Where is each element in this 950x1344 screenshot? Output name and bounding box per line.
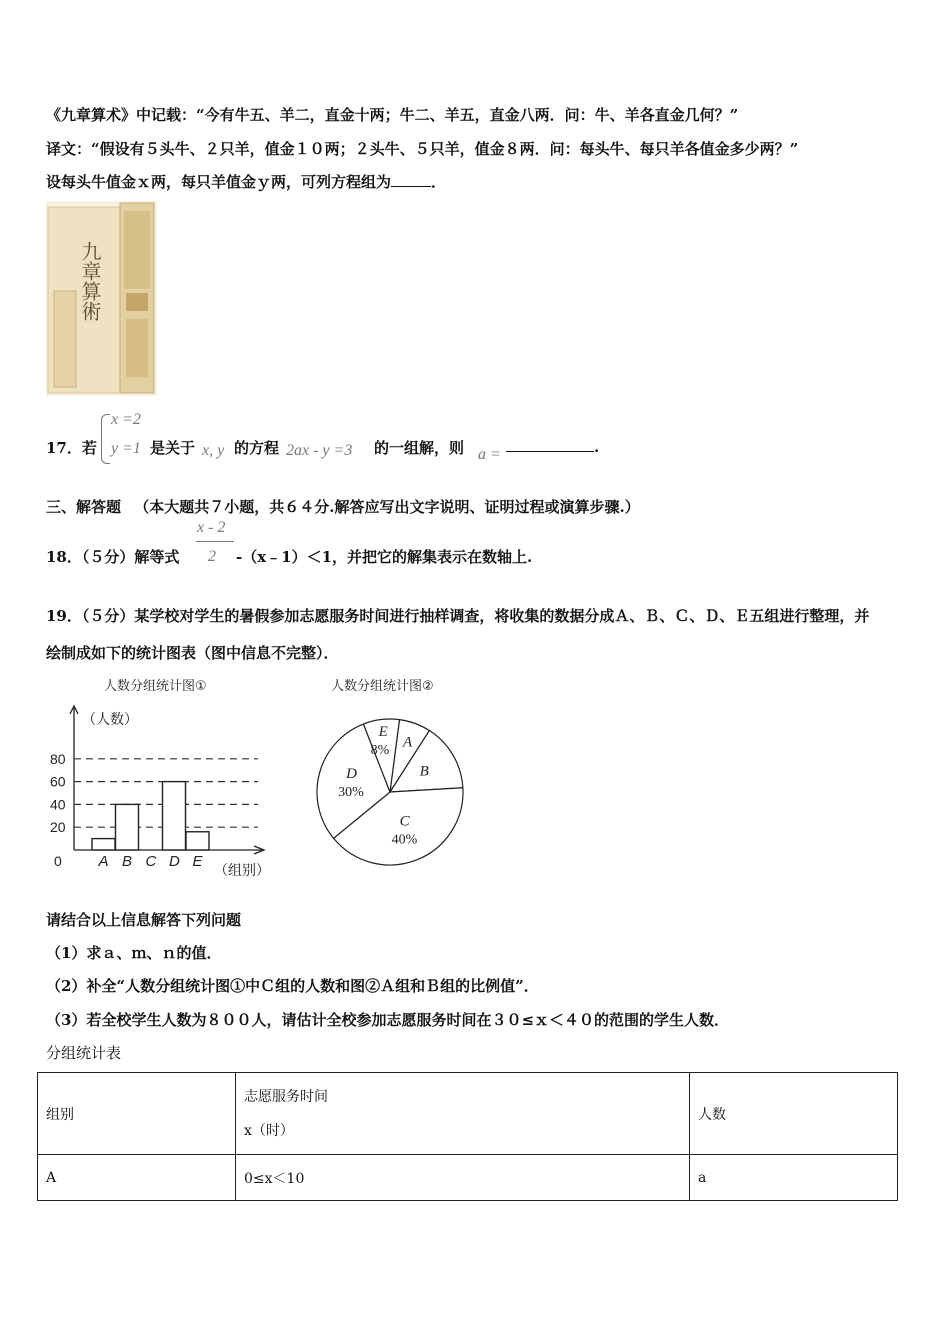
fraction-bar bbox=[196, 541, 234, 542]
q17-text2: 的方程 bbox=[234, 439, 280, 457]
pie-label-A: A bbox=[403, 734, 413, 751]
bar-B bbox=[116, 804, 139, 850]
cell-group: A bbox=[38, 1155, 236, 1201]
bar-E bbox=[186, 832, 209, 850]
q16-line3-end: ． bbox=[431, 173, 447, 191]
pie-percent-E: 8% bbox=[370, 742, 390, 758]
origin-label: 0 bbox=[54, 853, 62, 869]
q19-sub1: （1）求ａ、ｍ、ｎ的值． bbox=[46, 944, 222, 962]
y-tick-label: 60 bbox=[50, 773, 66, 790]
section-heading: 三、解答题 bbox=[46, 498, 122, 516]
pie-percent-D: 30% bbox=[338, 784, 364, 800]
bar-chart-title: 人数分组统计图① bbox=[104, 678, 207, 693]
y-axis-label: （人数） bbox=[82, 711, 138, 727]
table-title: 分组统计表 bbox=[46, 1044, 122, 1062]
x-tick-label: D bbox=[169, 853, 180, 870]
q17-equation: 2ax - y =3 bbox=[286, 442, 353, 459]
q19-sub3: （3）若全校学生人数为８００人，请估计全校参加志愿服务时间在３０≤ｘ＜４０的范围的学生人数． bbox=[46, 1011, 730, 1029]
pie-label-C: C bbox=[399, 813, 410, 830]
x-tick-label: B bbox=[122, 853, 133, 870]
pie-label-D: D bbox=[346, 765, 357, 782]
q18-numerator: x - 2 bbox=[197, 519, 226, 536]
bar-D bbox=[163, 782, 186, 850]
q16-line3-text: 设每头牛值金ｘ两，每只羊值金ｙ两，可列方程组为 bbox=[46, 173, 392, 191]
system-brace bbox=[101, 414, 110, 464]
pie-percent-C: 40% bbox=[391, 832, 418, 848]
q17-end: . bbox=[594, 438, 600, 456]
q17-eq2: y =1 bbox=[111, 440, 141, 457]
header-group: 组别 bbox=[38, 1073, 236, 1155]
q17-number: 17．若 bbox=[46, 439, 97, 457]
q17-answer-blank bbox=[506, 437, 599, 456]
header-time bbox=[236, 1073, 690, 1155]
q16-line2: 译文：“假设有５头牛、２只羊，值金１０两；２头牛、５只羊，值金８两．问：每头牛、每只羊各值金多少两？” bbox=[46, 140, 799, 158]
q19-line2: 绘制成如下的统计图表（图中信息不完整）． bbox=[46, 644, 339, 662]
pie-label-B: B bbox=[419, 763, 429, 780]
q17-text3: 的一组解，则 bbox=[374, 439, 465, 457]
q18-rest: -（x﹣1）＜1，并把它的解集表示在数轴上. bbox=[236, 548, 533, 566]
header-count: 人数 bbox=[690, 1073, 898, 1155]
q19-instruction: 请结合以上信息解答下列问题 bbox=[46, 911, 242, 929]
y-tick-label: 80 bbox=[50, 750, 66, 767]
group-table bbox=[37, 1072, 898, 1201]
pie-label-E: E bbox=[378, 723, 388, 740]
cell-time: 0≤x＜10 bbox=[236, 1155, 690, 1201]
table-row bbox=[38, 1155, 898, 1201]
answer-blank bbox=[391, 172, 431, 187]
table-header-row bbox=[38, 1073, 898, 1155]
q16-line3 bbox=[46, 171, 446, 192]
q17-eq1: x =2 bbox=[111, 411, 141, 428]
q18-number: 18．（５分）解等式 bbox=[46, 548, 180, 566]
x-axis-label: （组别） bbox=[214, 862, 270, 878]
q17-text1: 是关于 bbox=[150, 439, 196, 457]
q18-denominator: 2 bbox=[208, 548, 216, 565]
cell-count: a bbox=[690, 1155, 898, 1201]
y-tick-label: 40 bbox=[50, 796, 66, 813]
x-tick-label: E bbox=[192, 853, 203, 870]
q16-line1: 《九章算术》中记载：“今有牛五、羊二，直金十两；牛二、羊五，直金八两．问：牛、羊各直金几何？” bbox=[46, 106, 739, 124]
x-tick-label: A bbox=[98, 853, 109, 870]
book-image bbox=[46, 201, 157, 396]
section-title bbox=[46, 496, 640, 517]
bar-chart bbox=[40, 700, 280, 885]
header-time-label: 志愿服务时间 bbox=[244, 1088, 328, 1105]
x-tick-label: C bbox=[145, 853, 157, 870]
book-title-text: 九章算術 bbox=[78, 241, 102, 321]
pie-chart bbox=[310, 712, 470, 872]
bar-A bbox=[92, 839, 115, 850]
section-note: （本大题共７小题，共６４分.解答应写出文字说明、证明过程或演算步骤.） bbox=[134, 498, 640, 516]
q19-line1: 19．（５分）某学校对学生的暑假参加志愿服务时间进行抽样调查，将收集的数据分成Ａ、Ｂ、Ｃ、Ｄ、Ｅ五组进行整理，并 bbox=[46, 607, 870, 625]
header-time-unit: x（时） bbox=[244, 1122, 294, 1139]
y-tick-label: 20 bbox=[50, 819, 66, 836]
q17-answer-var: a = bbox=[478, 446, 501, 463]
q17-vars: x, y bbox=[202, 442, 225, 459]
pie-chart-title: 人数分组统计图② bbox=[331, 678, 434, 693]
q19-sub2: （2）补全“人数分组统计图①中Ｃ组的人数和图②Ａ组和Ｂ组的比例值”． bbox=[46, 977, 539, 995]
